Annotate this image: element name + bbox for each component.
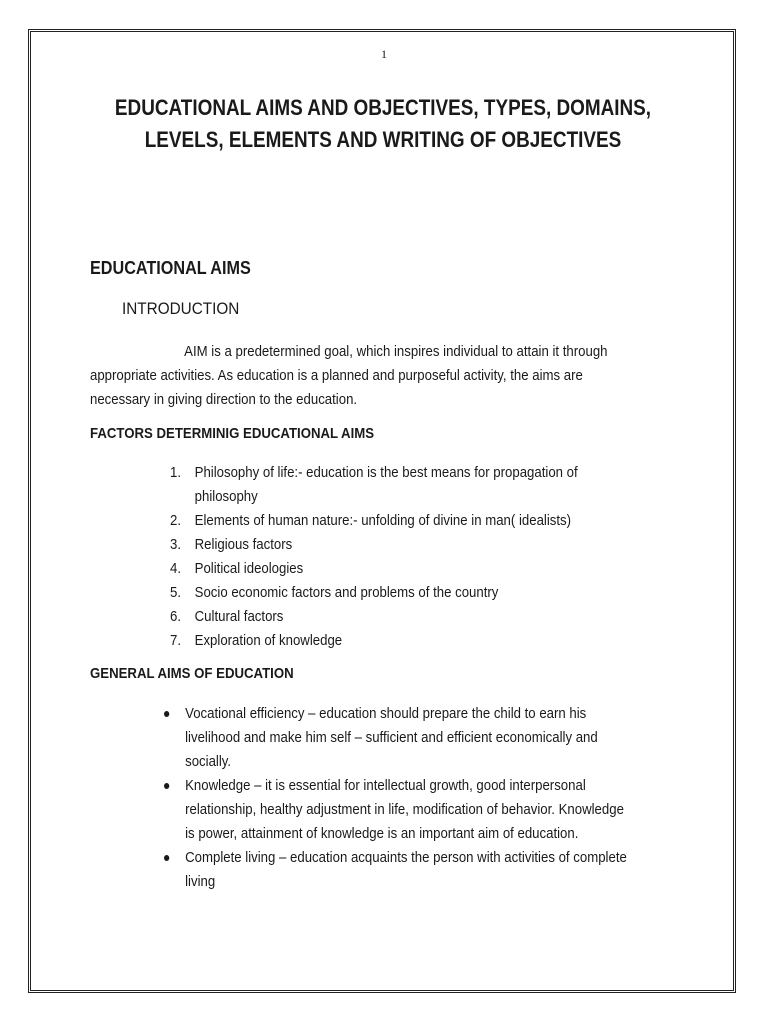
factors-list bbox=[170, 461, 578, 653]
list-item-number: 6. bbox=[170, 608, 182, 625]
list-item bbox=[170, 605, 578, 629]
list-item-text: Political ideologies bbox=[194, 560, 304, 577]
list-item-number: 5. bbox=[170, 584, 182, 601]
list-item-text: Elements of human nature:- unfolding of divine in man( idealists) bbox=[194, 512, 572, 529]
bullet-icon bbox=[164, 855, 169, 861]
bullet-icon bbox=[164, 783, 169, 789]
list-item-number: 4. bbox=[170, 560, 182, 577]
intro-line: necessary in giving direction to the education. bbox=[90, 391, 358, 408]
section-heading-educational-aims: EDUCATIONAL AIMS bbox=[90, 258, 251, 278]
bullet-text: livelihood and make him self – sufficient and efficient economically and bbox=[185, 729, 598, 746]
list-item bbox=[170, 581, 578, 605]
list-item-text: Religious factors bbox=[194, 536, 293, 553]
bullet-text: Vocational efficiency – education should prepare the child to earn his bbox=[185, 705, 587, 722]
intro-line: AIM is a predetermined goal, which inspires individual to attain it through bbox=[184, 343, 608, 360]
bullet-text: relationship, healthy adjustment in life, modification of behavior. Knowledge bbox=[185, 801, 624, 818]
list-item bbox=[170, 461, 578, 509]
list-item-number: 2. bbox=[170, 512, 182, 529]
list-item bbox=[170, 533, 578, 557]
intro-line: appropriate activities. As education is a planned and purposeful activity, the aims are bbox=[90, 367, 583, 384]
document-title bbox=[105, 92, 661, 156]
bullet-text: living bbox=[185, 873, 216, 890]
list-item-text: Cultural factors bbox=[194, 608, 284, 625]
bullet-text: Complete living – education acquaints the person with activities of complete bbox=[185, 849, 627, 866]
list-item-number: 7. bbox=[170, 632, 182, 649]
list-item-text: Socio economic factors and problems of the country bbox=[194, 584, 499, 601]
page-number: 1 bbox=[381, 47, 387, 61]
bullet-text: is power, attainment of knowledge is an important aim of education. bbox=[185, 825, 579, 842]
intro-paragraph bbox=[90, 340, 608, 412]
list-item bbox=[170, 557, 578, 581]
list-item bbox=[170, 509, 578, 533]
bullet-item bbox=[164, 774, 627, 846]
list-item-text: Exploration of knowledge bbox=[194, 632, 343, 649]
subheading-introduction: INTRODUCTION bbox=[122, 299, 240, 318]
general-aims-heading: GENERAL AIMS OF EDUCATION bbox=[90, 665, 294, 682]
bullet-item bbox=[164, 702, 627, 774]
list-item bbox=[170, 629, 578, 653]
general-aims-list bbox=[164, 702, 627, 894]
list-item-number: 1. bbox=[170, 464, 182, 481]
list-item-number: 3. bbox=[170, 536, 182, 553]
bullet-text: socially. bbox=[185, 753, 232, 770]
bullet-text: Knowledge – it is essential for intellectual growth, good interpersonal bbox=[185, 777, 586, 794]
bullet-icon bbox=[164, 711, 169, 717]
factors-heading: FACTORS DETERMINIG EDUCATIONAL AIMS bbox=[90, 425, 375, 442]
title-line-2: LEVELS, ELEMENTS AND WRITING OF OBJECTIVES bbox=[144, 127, 622, 152]
list-item-text: philosophy bbox=[194, 488, 258, 505]
bullet-item bbox=[164, 846, 627, 894]
title-line-1: EDUCATIONAL AIMS AND OBJECTIVES, TYPES, DOMAINS, bbox=[114, 95, 652, 120]
list-item-text: Philosophy of life:- education is the best means for propagation of bbox=[194, 464, 578, 481]
